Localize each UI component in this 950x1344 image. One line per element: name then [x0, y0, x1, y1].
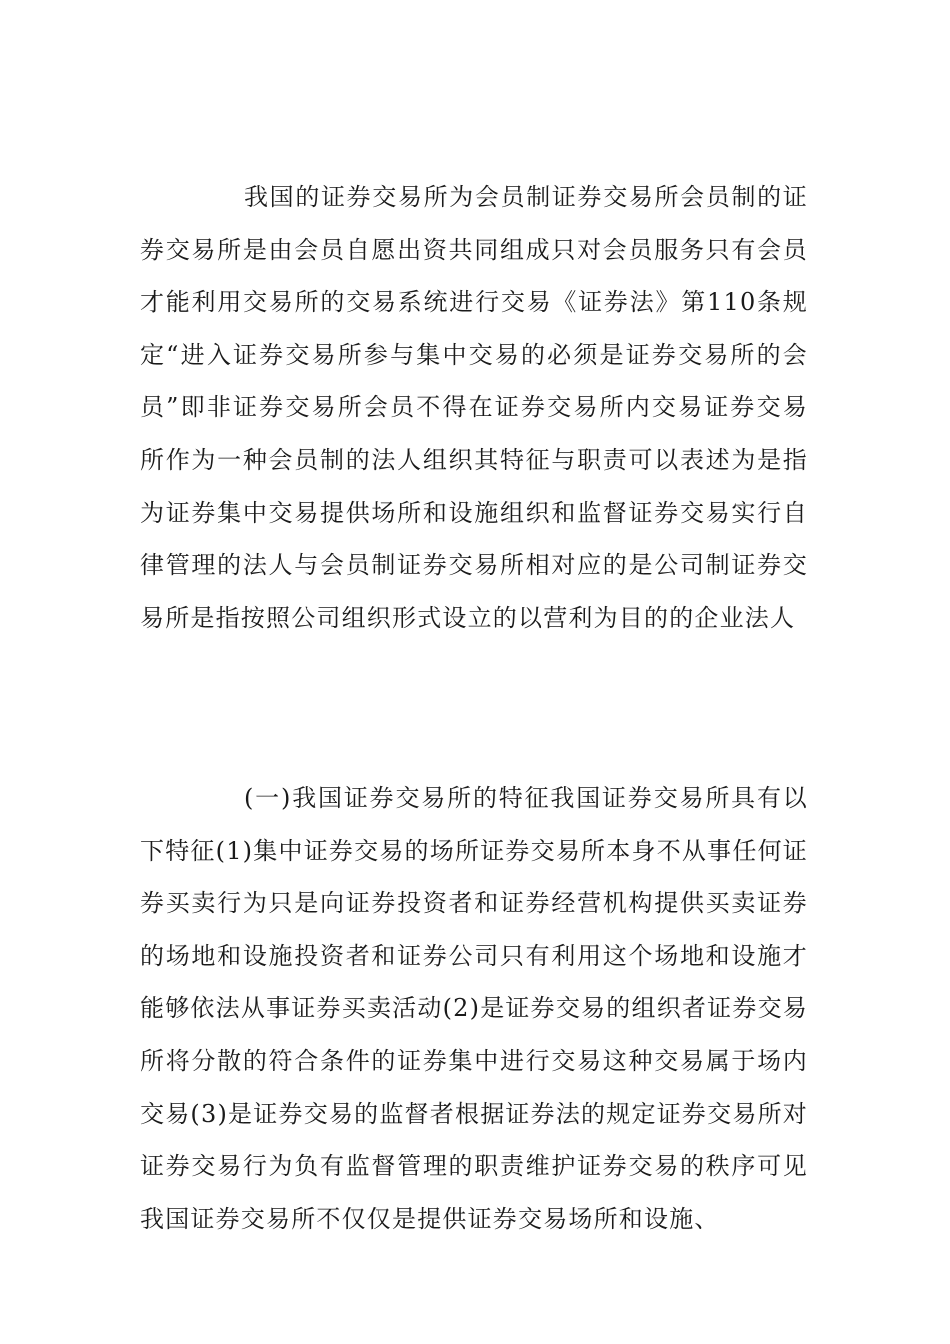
paragraph-exchange-definition: 我国的证券交易所为会员制证券交易所会员制的证券交易所是由会员自愿出资共同组成只对会员服务只有会员才能利用交易所的交易系统进行交易《证券法》第110条规定“进入证券交易所参与集中交易的必须是证券交易所的会员”即非证券交易所会员不得在证券交易所内交易证券交易所作为一种会员制的法人组织其特征与职责可以表述为是指为证券集中交易提供场所和设施组织和监督证券交易实行自律管理的法人与会员制证券交易所相对应的是公司制证券交易所是指按照公司组织形式设立的以营利为目的的企业法人 [140, 183, 808, 632]
paragraph-exchange-characteristics: (一)我国证券交易所的特征我国证券交易所具有以下特征(1)集中证券交易的场所证券交易所本身不从事任何证券买卖行为只是向证券投资者和证券经营机构提供买卖证券的场地和设施投资者和证券公司只有利用这个场地和设施才能够依法从事证券买卖活动(2)是证券交易的组织者证券交易所将分散的符合条件的证券集中进行交易这种交易属于场内交易(3)是证券交易的监督者根据证券法的规定证券交易所对证券交易行为负有监督管理的职责维护证券交易的秩序可见我国证券交易所不仅仅是提供证券交易场所和设施、 [140, 784, 808, 1233]
